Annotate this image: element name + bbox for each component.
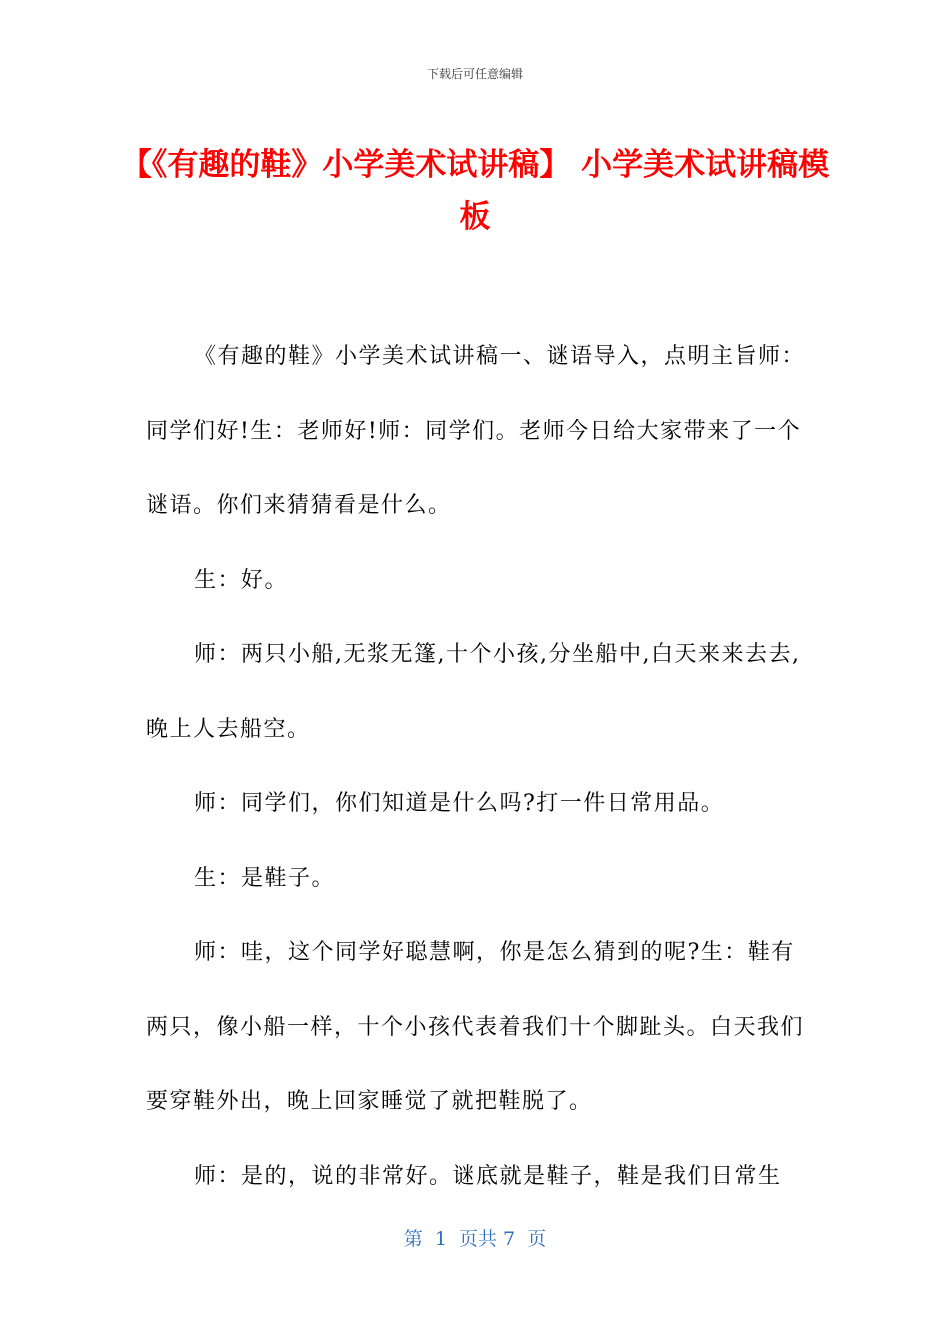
paragraph: 《有趣的鞋》小学美术试讲稿一、谜语导入，点明主旨师：同学们好!生：老师好!师：同学们。老师今日给大家带来了一个谜语。你们来猜猜看是什么。 xyxy=(146,344,806,518)
paragraph: 师：同学们，你们知道是什么吗?打一件日常用品。 xyxy=(194,791,725,816)
paragraph: 生：好。 xyxy=(194,567,289,593)
header-note: 下载后可任意编辑 xyxy=(426,67,523,81)
document-body xyxy=(146,320,806,1214)
paragraph: 生：是鞋子。 xyxy=(194,865,336,891)
page-number: 第 1 页共 7 页 xyxy=(403,1228,547,1250)
document-title: 【《有趣的鞋》小学美术试讲稿】 小学美术试讲稿模板 xyxy=(120,147,830,235)
paragraph: 师：两只小船,无浆无篷,十个小孩,分坐船中,白天来来去去,晚上人去船空。 xyxy=(146,642,801,742)
paragraph: 师：哇，这个同学好聪慧啊，你是怎么猜到的呢?生：鞋有两只，像小船一样，十个小孩代表着我们十个脚趾头。白天我们要穿鞋外出，晚上回家睡觉了就把鞋脱了。 xyxy=(146,940,805,1114)
paragraph: 师：是的，说的非常好。谜底就是鞋子，鞋是我们日常生 xyxy=(194,1163,782,1189)
